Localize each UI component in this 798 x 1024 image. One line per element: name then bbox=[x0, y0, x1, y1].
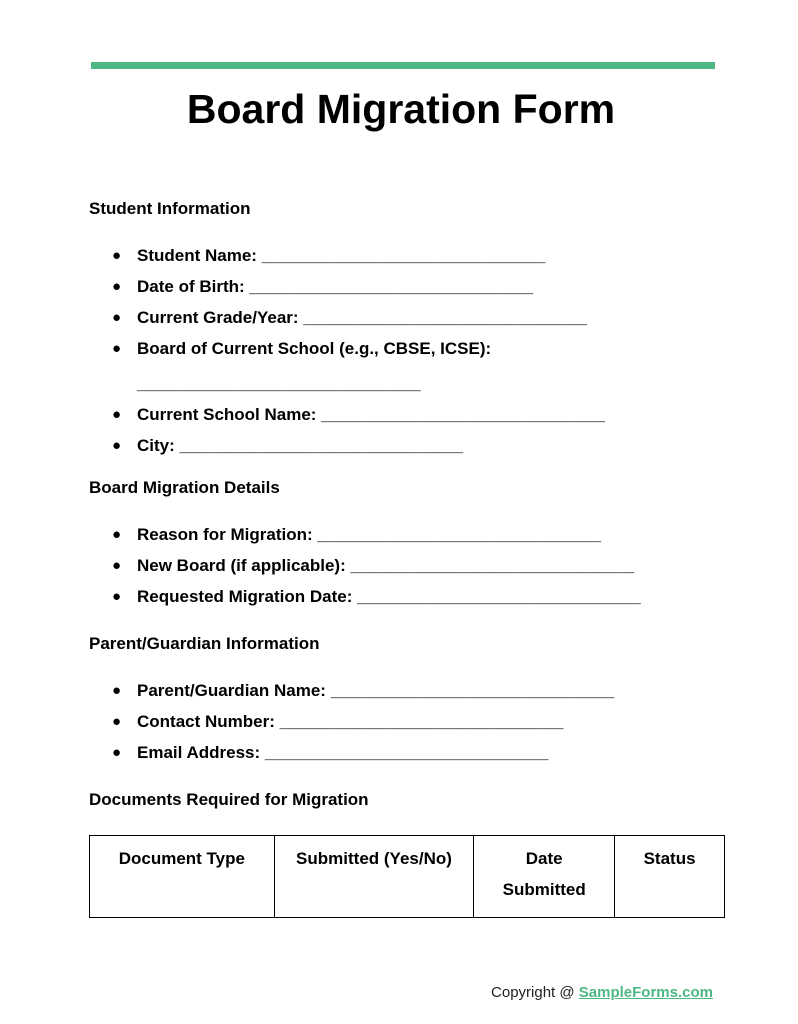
list-item bbox=[89, 240, 689, 271]
field-label: Parent/Guardian Name: bbox=[137, 681, 326, 700]
field-blank[interactable]: ______________________________ bbox=[321, 405, 605, 424]
field-label: City: bbox=[137, 436, 175, 455]
documents-table bbox=[89, 835, 725, 918]
copyright-footer bbox=[491, 984, 713, 1001]
column-header-status: Status bbox=[615, 836, 725, 918]
field-label: Email Address: bbox=[137, 743, 261, 762]
field-blank[interactable]: ______________________________ bbox=[261, 246, 546, 265]
bullet-icon: ● bbox=[112, 588, 122, 605]
field-blank[interactable]: ______________________________ bbox=[249, 277, 534, 296]
bullet-icon: ● bbox=[112, 437, 122, 454]
list-item bbox=[89, 333, 689, 399]
field-blank[interactable]: ______________________________ bbox=[264, 743, 549, 762]
list-item bbox=[89, 302, 689, 333]
list-item bbox=[89, 737, 689, 768]
field-label: Current School Name: bbox=[137, 405, 317, 424]
column-header-submitted: Submitted (Yes/No) bbox=[274, 836, 474, 918]
list-item bbox=[89, 675, 689, 706]
field-label: Student Name: bbox=[137, 246, 257, 265]
list-item bbox=[89, 550, 689, 581]
copyright-text: Copyright @ bbox=[491, 984, 579, 1001]
list-item bbox=[89, 581, 689, 612]
bullet-icon: ● bbox=[112, 526, 122, 543]
section-heading-student: Student Information bbox=[89, 199, 251, 218]
field-label: Current Grade/Year: bbox=[137, 308, 299, 327]
bullet-icon: ● bbox=[112, 340, 122, 357]
field-blank[interactable]: ______________________________ bbox=[357, 587, 641, 606]
list-item bbox=[89, 399, 689, 430]
student-fields-list bbox=[89, 240, 689, 461]
field-blank[interactable]: ______________________________ bbox=[317, 525, 602, 544]
list-item bbox=[89, 271, 689, 302]
field-label: Contact Number: bbox=[137, 712, 275, 731]
field-label: New Board (if applicable): bbox=[137, 556, 346, 575]
column-header-date-submitted: Date Submitted bbox=[474, 836, 615, 918]
bullet-icon: ● bbox=[112, 682, 122, 699]
bullet-icon: ● bbox=[112, 744, 122, 761]
field-blank[interactable]: ______________________________ bbox=[137, 374, 421, 393]
field-label: Requested Migration Date: bbox=[137, 587, 353, 606]
section-heading-parent: Parent/Guardian Information bbox=[89, 634, 320, 653]
section-heading-migration: Board Migration Details bbox=[89, 478, 280, 497]
top-accent-bar bbox=[91, 62, 715, 69]
brand-link[interactable]: SampleForms.com bbox=[578, 984, 713, 1001]
page-title: Board Migration Form bbox=[186, 86, 616, 132]
field-blank[interactable]: ______________________________ bbox=[350, 556, 635, 575]
table-header-row bbox=[90, 836, 725, 918]
list-item bbox=[89, 430, 689, 461]
field-blank[interactable]: ______________________________ bbox=[179, 436, 464, 455]
bullet-icon: ● bbox=[112, 309, 122, 326]
section-heading-documents: Documents Required for Migration bbox=[89, 790, 369, 809]
field-label: Board of Current School (e.g., CBSE, ICSE): bbox=[137, 339, 492, 358]
parent-fields-list bbox=[89, 675, 689, 768]
bullet-icon: ● bbox=[112, 557, 122, 574]
list-item bbox=[89, 706, 689, 737]
migration-fields-list bbox=[89, 519, 689, 612]
list-item bbox=[89, 519, 689, 550]
bullet-icon: ● bbox=[112, 406, 122, 423]
field-blank[interactable]: ______________________________ bbox=[330, 681, 615, 700]
field-blank[interactable]: ______________________________ bbox=[279, 712, 564, 731]
bullet-icon: ● bbox=[112, 278, 122, 295]
column-header-document-type: Document Type bbox=[90, 836, 275, 918]
bullet-icon: ● bbox=[112, 713, 122, 730]
field-label: Reason for Migration: bbox=[137, 525, 313, 544]
field-blank[interactable]: ______________________________ bbox=[303, 308, 587, 327]
field-label: Date of Birth: bbox=[137, 277, 245, 296]
bullet-icon: ● bbox=[112, 247, 122, 264]
